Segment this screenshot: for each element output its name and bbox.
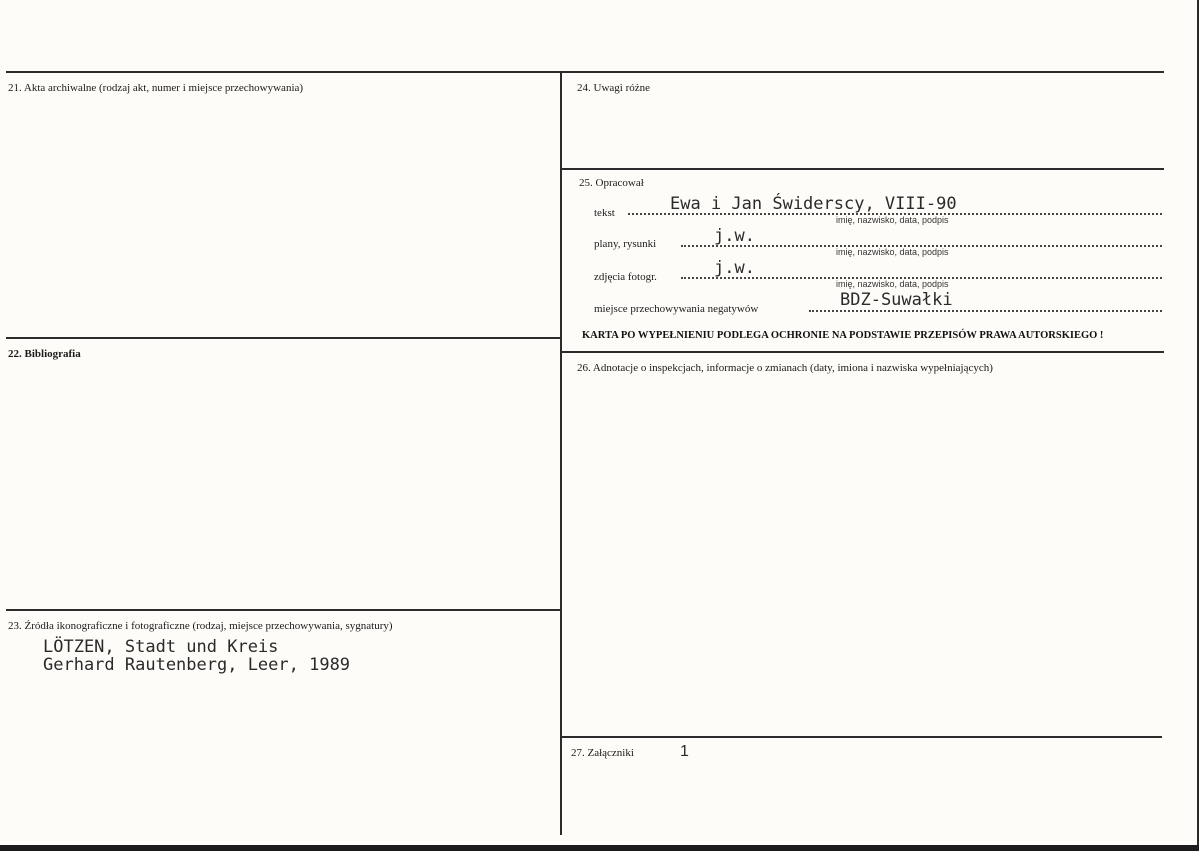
tekst-caption: imię, nazwisko, data, podpis bbox=[836, 215, 949, 225]
negatywy-label: miejsce przechowywania negatywów bbox=[594, 303, 759, 315]
field-27-value: 1 bbox=[680, 743, 689, 760]
top-rule bbox=[6, 71, 1164, 73]
copyright-notice: KARTA PO WYPEŁNIENIU PODLEGA OCHRONIE NA PODSTAWIE PRZEPISÓW PRAWA AUTORSKIEGO ! bbox=[582, 330, 1104, 341]
plany-label: plany, rysunki bbox=[594, 238, 657, 250]
plany-value: j.w. bbox=[714, 226, 755, 246]
field-24-label: 24. Uwagi różne bbox=[577, 82, 651, 94]
zdjecia-label: zdjęcia fotogr. bbox=[594, 271, 657, 283]
center-divider bbox=[560, 72, 562, 835]
negatywy-dotted-line bbox=[809, 310, 1162, 312]
plany-caption: imię, nazwisko, data, podpis bbox=[836, 247, 949, 257]
field-25-label: 25. Opracował bbox=[579, 177, 644, 189]
negatywy-value: BDZ-Suwałki bbox=[840, 290, 953, 310]
zdjecia-value: j.w. bbox=[714, 258, 755, 278]
rule-right-24-25 bbox=[562, 168, 1164, 170]
rule-right-25-26 bbox=[562, 351, 1164, 353]
scan-edge bbox=[0, 845, 1199, 851]
field-26-label: 26. Adnotacje o inspekcjach, informacje o zmianach (daty, imiona i nazwiska wypełniających) bbox=[577, 362, 993, 374]
tekst-value: Ewa i Jan Świderscy, VIII-90 bbox=[670, 194, 957, 214]
field-23-line-2: Gerhard Rautenberg, Leer, 1989 bbox=[43, 655, 351, 675]
rule-right-26-27 bbox=[562, 736, 1162, 738]
field-27-label: 27. Załączniki bbox=[571, 747, 634, 759]
field-23-line-1: LÖTZEN, Stadt und Kreis bbox=[43, 637, 279, 657]
field-22-label: 22. Bibliografia bbox=[8, 348, 81, 360]
zdjecia-caption: imię, nazwisko, data, podpis bbox=[836, 279, 949, 289]
field-21-label: 21. Akta archiwalne (rodzaj akt, numer i miejsce przechowywania) bbox=[8, 82, 304, 94]
field-23-label: 23. Źródła ikonograficzne i fotograficzne (rodzaj, miejsce przechowywania, sygnatury) bbox=[8, 620, 393, 632]
rule-left-21-22 bbox=[6, 337, 561, 339]
rule-left-22-23 bbox=[6, 609, 561, 611]
tekst-label: tekst bbox=[594, 207, 615, 219]
